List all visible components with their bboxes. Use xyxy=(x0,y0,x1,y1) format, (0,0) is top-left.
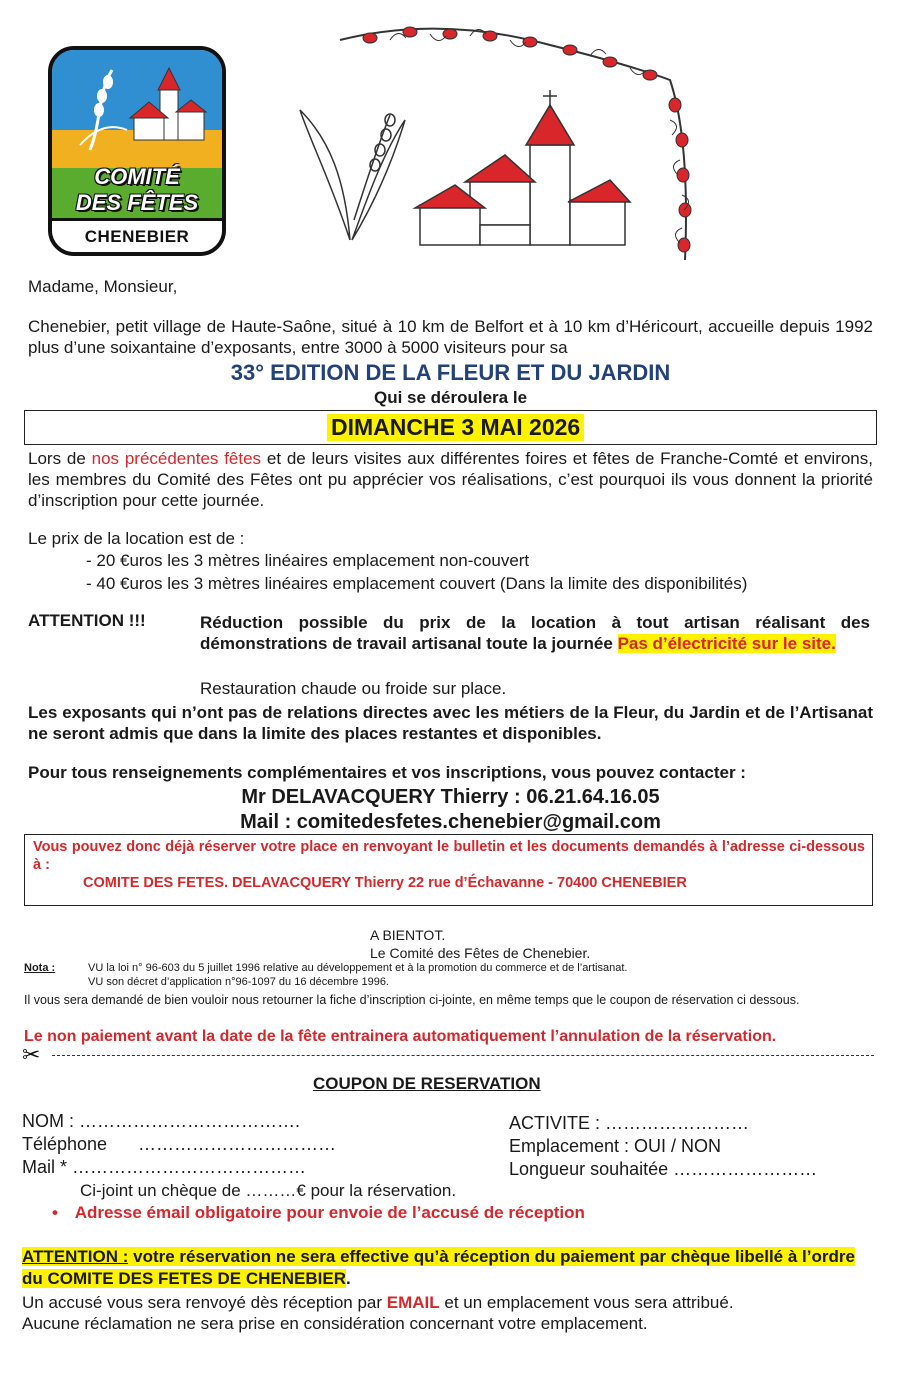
closing-line1: A BIENTOT. xyxy=(370,927,446,943)
attention-reduction: Réduction possible du prix de la location à tout artisan réalisant des démonstrations de travail artisanal toute la journée xyxy=(200,613,870,653)
previous-events-paragraph xyxy=(28,448,873,511)
field-nom[interactable]: NOM : ………………………………. xyxy=(22,1111,300,1131)
price-item-uncovered: - 20 €uros les 3 mètres linéaires emplacement non-couvert xyxy=(86,551,530,570)
nota-law: VU la loi n° 96-603 du 5 juillet 1996 relative au développement et à la promotion du commerce et de l’artisanat. xyxy=(88,962,628,974)
previous-after: et de leurs visites aux différentes foires et fêtes de Franche-Comté et environs, les membres du Comité des Fêtes ont pu apprécier vos réalisations, c’est pourquoi ils vous donnent la priorité d’inscription pour cette journée. xyxy=(28,449,873,510)
ack-after: et un emplacement vous sera attribué. xyxy=(439,1293,734,1312)
final-attention xyxy=(22,1246,867,1290)
exhibitors-notice: Les exposants qui n’ont pas de relations directes avec les métiers de la Fleur, du Jardin et de l’Artisanat ne seront admis que dans la limite des places restantes et disponibles. xyxy=(28,703,873,743)
claims-line: Aucune réclamation ne sera prise en considération concernant votre emplacement. xyxy=(22,1314,648,1333)
nota-decree: VU son décret d’application n°96-1097 du 16 décembre 1996. xyxy=(88,976,389,988)
comite-logo xyxy=(48,46,226,256)
final-period: . xyxy=(345,1269,351,1288)
contact-intro: Pour tous renseignements complémentaires et vos inscriptions, vous pouvez contacter : xyxy=(28,763,746,782)
logo-line2: DES FÊTES xyxy=(75,190,199,215)
logo-church-icon xyxy=(72,60,212,160)
edition-title: 33° EDITION DE LA FLEUR ET DU JARDIN xyxy=(230,360,671,385)
field-mail[interactable]: Mail * ………………………………… xyxy=(22,1157,307,1177)
previous-before: Lors de xyxy=(28,449,92,468)
no-electricity-notice: Pas d’électricité sur le site. xyxy=(617,634,836,653)
field-longueur[interactable]: Longueur souhaitée …………………… xyxy=(509,1159,818,1179)
greeting: Madame, Monsieur, xyxy=(28,277,178,296)
contact-mail: Mail : comitedesfetes.chenebier@gmail.com xyxy=(240,811,661,833)
booking-instructions: Vous pouvez donc déjà réserver votre place en renvoyant le bulletin et les documents demandés à l’adresse ci-dessous à : xyxy=(33,839,865,873)
email-required-text: Adresse émail obligatoire pour envoie de l’accusé de réception xyxy=(74,1203,585,1222)
contact-person: Mr DELAVACQUERY Thierry : 06.21.64.16.05 xyxy=(241,786,660,808)
attention-text xyxy=(200,612,870,654)
non-payment-warning: Le non paiement avant la date de la fête entrainera automatiquement l’annulation de la réservation. xyxy=(24,1028,777,1045)
scissors-icon: ✂ xyxy=(22,1042,41,1067)
field-emplacement[interactable]: Emplacement : OUI / NON xyxy=(509,1136,722,1156)
attention-label: ATTENTION !!! xyxy=(28,611,146,630)
bullet-icon: • xyxy=(52,1203,58,1222)
ack-email: EMAIL xyxy=(386,1293,440,1312)
closing-signature: Le Comité des Fêtes de Chenebier. xyxy=(370,945,591,961)
field-telephone[interactable]: …………………………… xyxy=(138,1134,336,1154)
cut-line xyxy=(52,1055,874,1056)
price-item-covered: - 40 €uros les 3 mètres linéaires emplacement couvert (Dans la limite des disponibilités) xyxy=(86,574,748,593)
logo-village: CHENEBIER xyxy=(52,218,222,252)
final-attention-label: ATTENTION : xyxy=(22,1247,129,1266)
booking-box xyxy=(24,834,873,906)
final-attention-text: votre réservation ne sera effective qu’à réception du paiement par chèque libellé à l’ordre du COMITE DES FETES DE CHENEBIER xyxy=(22,1247,855,1288)
previous-highlight: nos précédentes fêtes xyxy=(91,449,262,468)
booking-address: COMITE DES FETES. DELAVACQUERY Thierry 22 rue d’Échavanne - 70400 CHENEBIER xyxy=(83,875,687,891)
email-required-notice xyxy=(52,1203,585,1223)
church-flower-illustration xyxy=(290,20,730,270)
food-notice: Restauration chaude ou froide sur place. xyxy=(200,679,507,698)
field-activite[interactable]: ACTIVITE : …………………… xyxy=(509,1113,750,1133)
coupon-title: COUPON DE RESERVATION xyxy=(313,1074,541,1093)
nota-request: Il vous sera demandé de bien vouloir nous retourner la fiche d’inscription ci-jointe, en même temps que le coupon de réservation ci dessous. xyxy=(24,993,800,1007)
event-subtitle: Qui se déroulera le xyxy=(373,388,528,407)
field-telephone-label: Téléphone xyxy=(22,1134,108,1154)
pricing-intro: Le prix de la location est de : xyxy=(28,529,245,548)
ack-before: Un accusé vous sera renvoyé dès réception par xyxy=(22,1293,387,1312)
acknowledgement-line xyxy=(22,1292,872,1313)
nota-label: Nota : xyxy=(24,962,56,974)
event-date: DIMANCHE 3 MAI 2026 xyxy=(327,414,584,441)
event-date-box xyxy=(24,410,877,445)
logo-line1: COMITÉ xyxy=(94,164,180,189)
intro-paragraph: Chenebier, petit village de Haute-Saône, situé à 10 km de Belfort et à 10 km d’Héricourt, accueille depuis 1992 plus d’une soixantaine d’exposants, entre 3000 à 5000 visiteurs pour sa xyxy=(28,317,873,357)
cheque-line[interactable]: Ci-joint un chèque de ………€ pour la réservation. xyxy=(80,1181,457,1200)
